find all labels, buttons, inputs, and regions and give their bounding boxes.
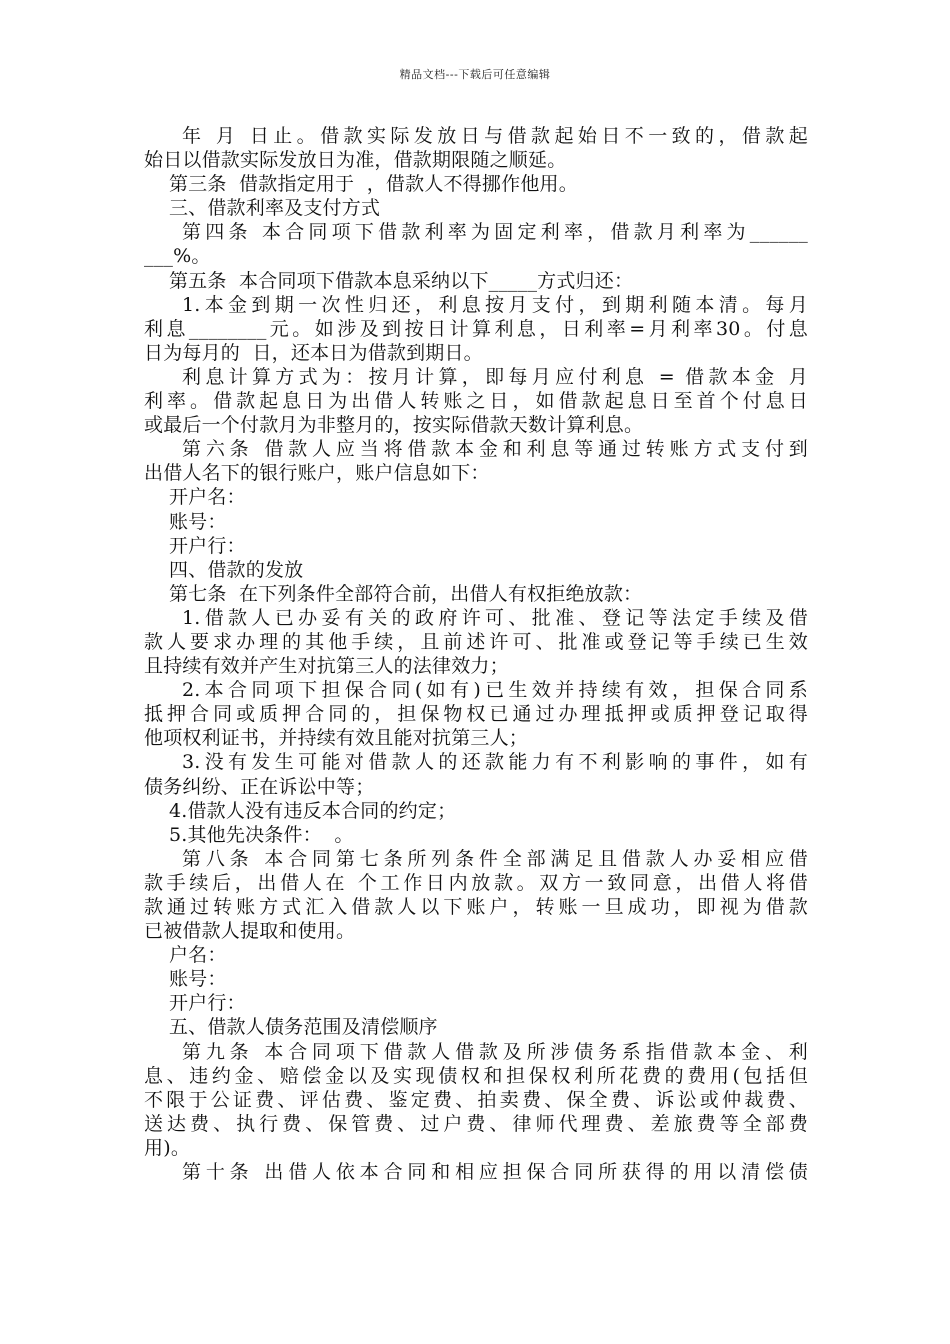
document-line: 用)。 (144, 1136, 191, 1159)
document-line: 日为每月的 日，还本日为借款到期日。 (144, 341, 483, 364)
document-line: 第九条 本合同项下借款人借款及所涉债务系指借款本金、利 (182, 1040, 808, 1063)
document-line: 1.借款人已办妥有关的政府许可、批准、登记等法定手续及借 (182, 606, 808, 629)
document-line: 款通过转账方式汇入借款人以下账户，转账一旦成功，即视为借款 (144, 896, 808, 918)
document-line: 已被借款人提取和使用。 (144, 920, 356, 943)
document-line: 他项权利证书，并持续有效且能对抗第三人； (144, 727, 529, 750)
document-line: 三、借款利率及支付方式 (144, 197, 381, 220)
document-line: 第十条 出借人依本合同和相应担保合同所获得的用以清偿债 (182, 1161, 808, 1184)
document-body (144, 124, 808, 1184)
document-line: 3.没有发生可能对借款人的还款能力有不利影响的事件，如有 (182, 751, 808, 774)
document-line: 4.借款人没有违反本合同的约定； (144, 799, 457, 822)
document-line: 第六条 借款人应当将借款本金和利息等通过转账方式支付到 (182, 438, 808, 461)
document-line: 款人要求办理的其他手续，且前述许可、批准或登记等手续已生效 (144, 630, 808, 653)
document-line: 1.本金到期一次性归还，利息按月支付，到期利随本清。每月 (182, 293, 808, 316)
document-line: 款手续后，出借人在 个工作日内放款。双方一致同意，出借人将借 (144, 871, 808, 894)
document-line: 第七条 在下列条件全部符合前，出借人有权拒绝放款： (144, 582, 643, 605)
document-line: 第三条 借款指定用于 ，借款人不得挪作他用。 (144, 173, 578, 196)
document-line: 息、违约金、赔偿金以及实现债权和担保权利所花费的费用(包括但 (144, 1064, 808, 1087)
document-line: 不限于公证费、评估费、鉴定费、拍卖费、保全费、诉讼或仲裁费、 (144, 1088, 808, 1111)
document-line: 利息________元。如涉及到按日计算利息，日利率=月利率30。付息 (144, 317, 808, 340)
document-line: 2.本合同项下担保合同(如有)已生效并持续有效，担保合同系 (182, 679, 808, 702)
document-line: 第四条 本合同项下借款利率为固定利率，借款月利率为______ (182, 221, 808, 244)
document-line: 债务纠纷、正在诉讼中等； (144, 775, 375, 798)
document-line: 账号： (144, 968, 227, 991)
document-line: 5.其他先决条件： 。 (144, 823, 354, 846)
document-line: ___%。 (144, 245, 211, 268)
document-line: 账号： (144, 510, 227, 533)
document-line: 且持续有效并产生对抗第三人的法律效力； (144, 655, 509, 678)
document-line: 四、借款的发放 (144, 558, 304, 581)
document-line: 开户行： (144, 534, 246, 557)
page-header: 精品文档---下载后可任意编辑 (399, 68, 551, 81)
document-line: 利息计算方式为：按月计算，即每月应付利息 = 借款本金 月 (182, 365, 808, 388)
document-line: 开户行： (144, 992, 246, 1015)
document-line: 利率。借款起息日为出借人转账之日，如借款起息日至首个付息日 (144, 390, 808, 413)
document-line: 户名： (144, 944, 227, 967)
document-line: 抵押合同或质押合同的，担保物权已通过办理抵押或质押登记取得 (144, 703, 808, 726)
document-line: 年 月 日止。借款实际发放日与借款起始日不一致的，借款起 (182, 125, 808, 147)
document-line: 送达费、执行费、保管费、过户费、律师代理费、差旅费等全部费 (144, 1112, 808, 1135)
document-line: 始日以借款实际发放日为准，借款期限随之顺延。 (144, 149, 567, 172)
document-line: 开户名： (144, 486, 246, 509)
document-line: 出借人名下的银行账户，账户信息如下： (144, 462, 490, 485)
document-line: 或最后一个付款月为非整月的，按实际借款天数计算利息。 (144, 414, 644, 437)
document-line: 五、借款人债务范围及清偿顺序 (144, 1016, 438, 1039)
document-line: 第八条 本合同第七条所列条件全部满足且借款人办妥相应借 (182, 847, 808, 870)
document-line: 第五条 本合同项下借款本息采纳以下_____方式归还： (144, 269, 634, 292)
